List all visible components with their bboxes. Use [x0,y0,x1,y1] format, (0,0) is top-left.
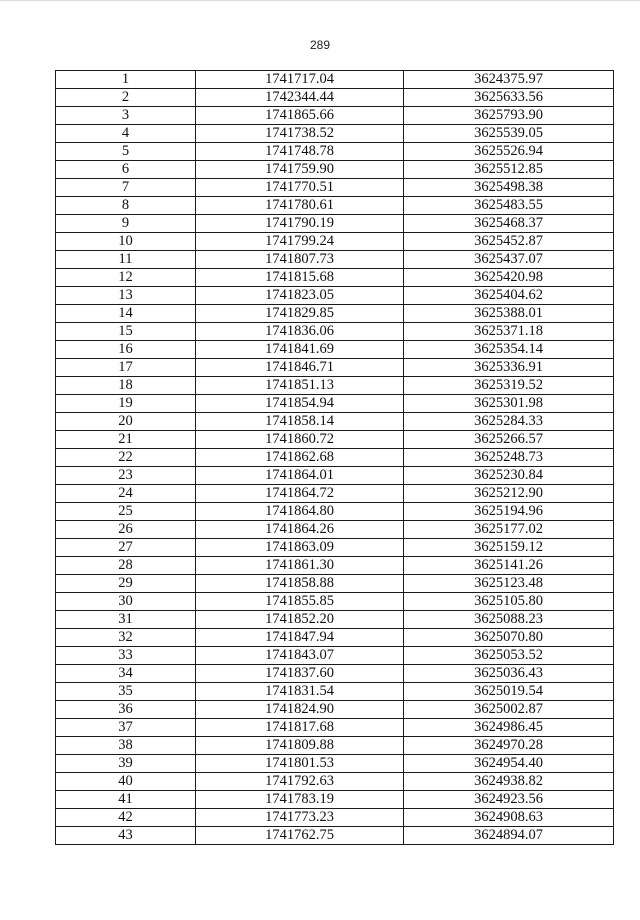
table-row [56,611,614,629]
x-coordinate-cell: 1741843.07 [196,647,404,665]
point-number-cell: 18 [56,377,196,395]
table-row [56,395,614,413]
x-coordinate-cell: 1741858.88 [196,575,404,593]
table-row [56,557,614,575]
y-coordinate-cell: 3625194.96 [404,503,614,521]
y-coordinate-cell: 3624923.56 [404,791,614,809]
x-coordinate-cell: 1741862.68 [196,449,404,467]
point-number-cell: 5 [56,143,196,161]
table-row [56,89,614,107]
y-coordinate-cell: 3625420.98 [404,269,614,287]
x-coordinate-cell: 1741852.20 [196,611,404,629]
x-coordinate-cell: 1741847.94 [196,629,404,647]
y-coordinate-cell: 3625284.33 [404,413,614,431]
x-coordinate-cell: 1742344.44 [196,89,404,107]
y-coordinate-cell: 3625036.43 [404,665,614,683]
y-coordinate-cell: 3624938.82 [404,773,614,791]
point-number-cell: 33 [56,647,196,665]
point-number-cell: 23 [56,467,196,485]
point-number-cell: 24 [56,485,196,503]
point-number-cell: 28 [56,557,196,575]
x-coordinate-cell: 1741860.72 [196,431,404,449]
x-coordinate-cell: 1741762.75 [196,827,404,845]
x-coordinate-cell: 1741770.51 [196,179,404,197]
point-number-cell: 15 [56,323,196,341]
point-number-cell: 36 [56,701,196,719]
y-coordinate-cell: 3625141.26 [404,557,614,575]
point-number-cell: 10 [56,233,196,251]
table-row [56,485,614,503]
y-coordinate-cell: 3625266.57 [404,431,614,449]
x-coordinate-cell: 1741858.14 [196,413,404,431]
x-coordinate-cell: 1741829.85 [196,305,404,323]
y-coordinate-cell: 3625177.02 [404,521,614,539]
x-coordinate-cell: 1741861.30 [196,557,404,575]
y-coordinate-cell: 3625053.52 [404,647,614,665]
table-row [56,791,614,809]
y-coordinate-cell: 3625404.62 [404,287,614,305]
table-row [56,251,614,269]
table-row [56,413,614,431]
y-coordinate-cell: 3625319.52 [404,377,614,395]
table-row [56,107,614,125]
point-number-cell: 34 [56,665,196,683]
x-coordinate-cell: 1741855.85 [196,593,404,611]
y-coordinate-cell: 3624970.28 [404,737,614,755]
table-row [56,341,614,359]
y-coordinate-cell: 3625498.38 [404,179,614,197]
point-number-cell: 14 [56,305,196,323]
point-number-cell: 19 [56,395,196,413]
x-coordinate-cell: 1741864.80 [196,503,404,521]
point-number-cell: 20 [56,413,196,431]
table-row [56,629,614,647]
y-coordinate-cell: 3625483.55 [404,197,614,215]
point-number-cell: 32 [56,629,196,647]
x-coordinate-cell: 1741792.63 [196,773,404,791]
point-number-cell: 39 [56,755,196,773]
y-coordinate-cell: 3625002.87 [404,701,614,719]
point-number-cell: 41 [56,791,196,809]
x-coordinate-cell: 1741864.01 [196,467,404,485]
point-number-cell: 37 [56,719,196,737]
table-row [56,161,614,179]
table-row [56,755,614,773]
x-coordinate-cell: 1741738.52 [196,125,404,143]
y-coordinate-cell: 3624894.07 [404,827,614,845]
table-row [56,665,614,683]
x-coordinate-cell: 1741846.71 [196,359,404,377]
table-row [56,287,614,305]
y-coordinate-cell: 3625512.85 [404,161,614,179]
point-number-cell: 22 [56,449,196,467]
point-number-cell: 2 [56,89,196,107]
x-coordinate-cell: 1741790.19 [196,215,404,233]
table-row [56,719,614,737]
table-row [56,215,614,233]
x-coordinate-cell: 1741748.78 [196,143,404,161]
table-row [56,197,614,215]
x-coordinate-cell: 1741851.13 [196,377,404,395]
y-coordinate-cell: 3624986.45 [404,719,614,737]
y-coordinate-cell: 3624375.97 [404,71,614,89]
table-row [56,539,614,557]
table-row [56,575,614,593]
y-coordinate-cell: 3624954.40 [404,755,614,773]
y-coordinate-cell: 3625354.14 [404,341,614,359]
x-coordinate-cell: 1741863.09 [196,539,404,557]
point-number-cell: 11 [56,251,196,269]
table-row [56,647,614,665]
table-row [56,683,614,701]
y-coordinate-cell: 3625539.05 [404,125,614,143]
x-coordinate-cell: 1741815.68 [196,269,404,287]
x-coordinate-cell: 1741837.60 [196,665,404,683]
x-coordinate-cell: 1741809.88 [196,737,404,755]
y-coordinate-cell: 3625388.01 [404,305,614,323]
x-coordinate-cell: 1741773.23 [196,809,404,827]
x-coordinate-cell: 1741824.90 [196,701,404,719]
point-number-cell: 35 [56,683,196,701]
table-row [56,701,614,719]
point-number-cell: 12 [56,269,196,287]
y-coordinate-cell: 3625793.90 [404,107,614,125]
point-number-cell: 26 [56,521,196,539]
y-coordinate-cell: 3625212.90 [404,485,614,503]
point-number-cell: 7 [56,179,196,197]
point-number-cell: 17 [56,359,196,377]
point-number-cell: 31 [56,611,196,629]
table-row [56,737,614,755]
point-number-cell: 21 [56,431,196,449]
y-coordinate-cell: 3625526.94 [404,143,614,161]
x-coordinate-cell: 1741854.94 [196,395,404,413]
point-number-cell: 1 [56,71,196,89]
y-coordinate-cell: 3625070.80 [404,629,614,647]
point-number-cell: 9 [56,215,196,233]
coordinates-table [55,70,614,845]
table-row [56,467,614,485]
y-coordinate-cell: 3625437.07 [404,251,614,269]
y-coordinate-cell: 3625123.48 [404,575,614,593]
y-coordinate-cell: 3624908.63 [404,809,614,827]
point-number-cell: 43 [56,827,196,845]
table-row [56,593,614,611]
x-coordinate-cell: 1741864.72 [196,485,404,503]
x-coordinate-cell: 1741865.66 [196,107,404,125]
table-row [56,773,614,791]
table-row [56,233,614,251]
x-coordinate-cell: 1741799.24 [196,233,404,251]
table-row [56,377,614,395]
table-row [56,125,614,143]
table-row [56,431,614,449]
y-coordinate-cell: 3625452.87 [404,233,614,251]
y-coordinate-cell: 3625336.91 [404,359,614,377]
x-coordinate-cell: 1741836.06 [196,323,404,341]
table-row [56,503,614,521]
point-number-cell: 29 [56,575,196,593]
x-coordinate-cell: 1741783.19 [196,791,404,809]
x-coordinate-cell: 1741801.53 [196,755,404,773]
y-coordinate-cell: 3625248.73 [404,449,614,467]
x-coordinate-cell: 1741780.61 [196,197,404,215]
table-row [56,809,614,827]
y-coordinate-cell: 3625301.98 [404,395,614,413]
y-coordinate-cell: 3625159.12 [404,539,614,557]
point-number-cell: 16 [56,341,196,359]
page-number: 289 [309,38,331,52]
x-coordinate-cell: 1741841.69 [196,341,404,359]
table-row [56,179,614,197]
table-row [56,143,614,161]
table-row [56,359,614,377]
y-coordinate-cell: 3625105.80 [404,593,614,611]
x-coordinate-cell: 1741831.54 [196,683,404,701]
point-number-cell: 40 [56,773,196,791]
table-row [56,305,614,323]
x-coordinate-cell: 1741823.05 [196,287,404,305]
point-number-cell: 6 [56,161,196,179]
y-coordinate-cell: 3625088.23 [404,611,614,629]
point-number-cell: 38 [56,737,196,755]
point-number-cell: 3 [56,107,196,125]
x-coordinate-cell: 1741717.04 [196,71,404,89]
table-row [56,323,614,341]
point-number-cell: 42 [56,809,196,827]
y-coordinate-cell: 3625633.56 [404,89,614,107]
y-coordinate-cell: 3625019.54 [404,683,614,701]
y-coordinate-cell: 3625468.37 [404,215,614,233]
point-number-cell: 4 [56,125,196,143]
table-row [56,521,614,539]
x-coordinate-cell: 1741864.26 [196,521,404,539]
point-number-cell: 27 [56,539,196,557]
coordinates-table-body [56,71,614,845]
table-row [56,269,614,287]
table-row [56,71,614,89]
point-number-cell: 8 [56,197,196,215]
x-coordinate-cell: 1741817.68 [196,719,404,737]
point-number-cell: 25 [56,503,196,521]
table-row [56,827,614,845]
y-coordinate-cell: 3625371.18 [404,323,614,341]
y-coordinate-cell: 3625230.84 [404,467,614,485]
point-number-cell: 30 [56,593,196,611]
point-number-cell: 13 [56,287,196,305]
page-top-edge [0,0,640,1]
x-coordinate-cell: 1741807.73 [196,251,404,269]
table-row [56,449,614,467]
x-coordinate-cell: 1741759.90 [196,161,404,179]
